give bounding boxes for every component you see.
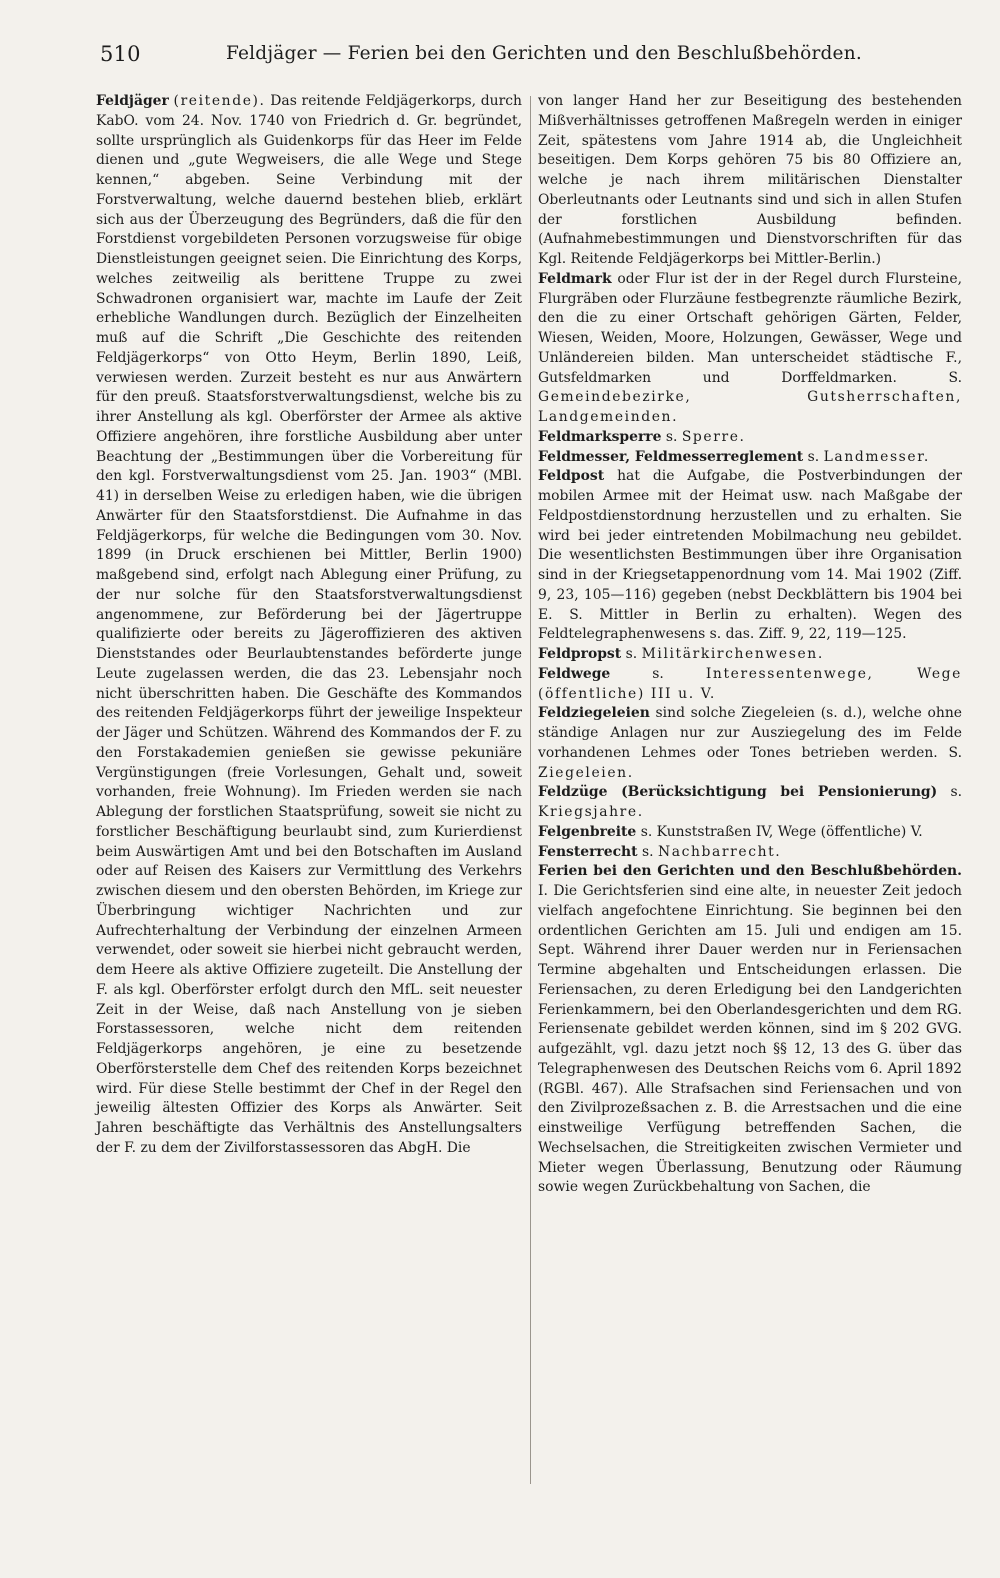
- column-divider: [530, 96, 531, 1484]
- entry-text: sind solche Ziegeleien (s. d.), welche ohne ständige Anlagen nur zur Ausziegelung des im Felde vorhandenen Lehmes oder Tones betrieben werden. S.: [538, 705, 962, 761]
- entry-text: s.: [665, 428, 678, 445]
- entry-ferien: [538, 862, 962, 1198]
- entry-feldmesser: [538, 448, 962, 468]
- cross-reference: Kunststraßen IV, Wege (öffentliche) V.: [656, 823, 923, 840]
- entry-headword: Feldpropst: [538, 646, 622, 662]
- entry-text: Das reitende Feldjägerkorps, durch KabO. vom 24. Nov. 1740 von Friedrich d. Gr. begründet, sollte ursprünglich als Guidenkorps für das Heer im Felde dienen und „gute Wegweisers, die alle Wege und Stege kennen,“ abgeben. Seine Verbindung mit der Forstverwaltung, welche dauernd bestehen blieb, erklärt sich aus der Überzeugung des Begründers, daß die für den Forstdienst vorgebildeten Personen vorzugsweise für obige Dienstleistungen geeignet seien. Die Einrichtung des Korps, welches zeitweilig als berittene Truppe zu zwei Schwadronen organisiert war, machte im Laufe der Zeit erhebliche Wandlungen durch. Bezüglich der Einzelheiten muß auf die Schrift „Die Geschichte des reitenden Feldjägerkorps“ von Otto Heym, Berlin 1890, Leiß, verwiesen werden. Zurzeit besteht es nur aus Anwärtern für den preuß. Staatsforstverwaltungsdienst, welche bis zu ihrer Anstellung als kgl. Oberförster der Armee als aktive Offiziere angehören, ihre forstliche Ausbildung aber unter Beachtung der „Bestimmungen über die Vorbereitung für den kgl. Forstverwaltungsdienst vom 25. Jan. 1903“ (MBl. 41) in derselben Weise zu erledigen haben, wie die übrigen Anwärter für den Staatsforstdienst. Die Aufnahme in das Feldjägerkorps, für welche die Bedingungen vom 30. Nov. 1899 (in Druck erschienen bei Mittler, Berlin 1900) maßgebend sind, erfolgt nach Ablegung einer Prüfung, zu der nur solche für den Staatsforstverwaltungsdienst angenommene, zur Beförderung bei der Jägertruppe qualifizierte oder bereits zu Jägeroffizieren des aktiven Dienststandes oder Beurlaubtenstandes beförderte junge Leute zugelassen werden, die das 23. Lebensjahr noch nicht überschritten haben. Die Geschäfte des Kommandos des reitenden Feldjägerkorps führt der jeweilige Inspekteur der Jäger und Schützen. Während des Kommandos der F. zu den Forstakademien genießen sie gewisse pekuniäre Vergünstigungen (freie Vorlesungen, Gehalt und, soweit vorhanden, freie Wohnung). Im Frieden werden sie nach Ablegung der forstlichen Staatsprüfung, soweit sie nicht zu forstlicher Beschäftigung beurlaubt sind, zum Kurierdienst beim Auswärtigen Amt und bei den Botschaften im Ausland oder auf Reisen des Kaisers zur Vermittlung des Verkehrs zwischen diesem und den obersten Behörden, im Kriege zur Überbringung wichtiger Nachrichten und zur Aufrechterhaltung der Verbindung der einzelnen Armeen verwendet, oder soweit sie hierbei nicht gebraucht werden, dem Heere als aktive Offiziere zugeteilt. Die Anstellung der F. als kgl. Oberförster erfolgt durch den MfL. seit neuester Zeit in der Weise, daß nach Anstellung von je sieben Forstassessoren, welche nicht dem reitenden Feldjägerkorps angehören, je eine zu besetzende Oberförsterstelle dem Chef des reitenden Korps bezeichnet wird. Für diese Stelle bestimmt der Chef in der Regel den jeweilig ältesten Offizier des Korps als Anwärter. Seit Jahren beschäftigte das Verhältnis des Anstellungsalters der F. zu dem der Zivilforstassessoren das AbgH. Die: [96, 93, 522, 1156]
- entry-continuation: [538, 92, 962, 270]
- page-number: 510: [100, 42, 141, 66]
- cross-reference: Sperre.: [681, 428, 746, 445]
- entry-headword: Feldmark: [538, 270, 612, 287]
- left-column: [96, 92, 522, 1159]
- entry-headword: Ferien bei den Gerichten und den Beschlußbehörden.: [538, 863, 962, 880]
- right-column: [538, 92, 962, 1198]
- entry-feldwege: [538, 665, 962, 705]
- entry-text: s.: [625, 646, 638, 662]
- entry-headword: Feldwege: [538, 665, 611, 682]
- cross-reference: Nachbarrecht.: [657, 843, 782, 860]
- running-head: [100, 38, 960, 72]
- entry-text: s.: [807, 448, 820, 465]
- cross-reference: Landmesser.: [823, 448, 930, 465]
- entry-text: s.: [950, 784, 963, 801]
- entry-feldzuege: [538, 783, 962, 823]
- entry-headword: Feldjäger: [96, 93, 169, 109]
- entry-feldjaeger: [96, 92, 522, 1159]
- running-head-title: Feldjäger — Ferien bei den Gerichten und den Beschlußbehörden.: [226, 43, 862, 64]
- entry-text: s.: [641, 843, 654, 860]
- entry-headword: Feldziegeleien: [538, 705, 650, 722]
- cross-reference: Gemeindebezirke, Gutsherrschaften, Landgemeinden.: [538, 389, 962, 425]
- entry-feldmark: [538, 270, 962, 428]
- entry-text: I. Die Gerichtsferien sind eine alte, in neuester Zeit jedoch vielfach angefochtene Einrichtung. Sie beginnen bei den ordentlichen Gerichten am 15. Juli und endigen am 15. Sept. Während ihrer Dauer werden nur in Feriensachen Termine abgehalten und Entscheidungen erlassen. Die Feriensachen, zu deren Erledigung bei den Landgerichten Ferienkammern, bei den Oberlandesgerichten und dem RG. Feriensenate gebildet werden können, sind im § 202 GVG. aufgezählt, vgl. dazu jetzt noch §§ 12, 13 des G. über das Telegraphenwesen des Deutschen Reichs vom 6. April 1892 (RGBl. 467). Alle Strafsachen sind Feriensachen und von den Zivilprozeßsachen z. B. die Arrestsachen und die eine einstweilige Verfügung betreffenden Sachen, die Wechselsachen, die Streitigkeiten zwischen Vermieter und Mieter wegen Überlassung, Benutzung oder Räumung sowie wegen Zurückbehaltung von Sachen, die: [538, 883, 962, 1196]
- entry-headword: Felgenbreite: [538, 823, 637, 840]
- entry-text: oder Flur ist der in der Regel durch Flursteine, Flurgräben oder Flurzäune festbegrenzte räumliche Bezirk, den die zu einer Ortschaft gehörigen Gärten, Felder, Wiesen, Weiden, Moore, Holzungen, Gewässer, Wege und Unländereien bilden. Man unterscheidet städtische F., Gutsfeldmarken und Dorffeldmarken. S.: [538, 270, 962, 386]
- entry-headword: Fensterrecht: [538, 843, 638, 860]
- entry-headword: Feldmesser, Feldmesserreglement: [538, 448, 804, 465]
- entry-text: hat die Aufgabe, die Postverbindungen der mobilen Armee mit der Heimat usw. nach Maßgabe der Feldpostdienstordnung herzustellen und zu erhalten. Sie wird bei jeder eintretenden Mobilmachung neu gebildet. Die wesentlichsten Bestimmungen über ihre Organisation sind in der Kriegsetappenordnung vom 14. Mai 1902 (Ziff. 9, 23, 105—116) gegeben (nebst Deckblättern bis 1904 bei E. S. Mittler in Berlin zu erhalten). Wegen des Feldtelegraphenwesens s. das. Ziff. 9, 22, 119—125.: [538, 468, 962, 643]
- entry-text: von langer Hand her zur Beseitigung des bestehenden Mißverhältnisses getroffenen Maßregeln werden in einiger Zeit, spätestens vom Jahre 1914 ab, die Ungleichheit beseitigen. Dem Korps gehören 75 bis 80 Offiziere an, welche je nach ihrem militärischen Dienstalter Oberleutnants oder Leutnants sind und sich in allen Stufen der forstlichen Ausbildung befinden. (Aufnahmebestimmungen und Dienstvorschriften für das Kgl. Reitende Feldjägerkorps bei Mittler-Berlin.): [538, 93, 962, 267]
- entry-feldmarksperre: [538, 428, 962, 448]
- entry-feldziegeleien: [538, 704, 962, 783]
- entry-feldpropst: [538, 645, 962, 665]
- entry-felgenbreite: [538, 823, 962, 843]
- entry-fensterrecht: [538, 843, 962, 863]
- entry-subhead: (reitende).: [173, 93, 266, 109]
- cross-reference: Militärkirchenwesen.: [641, 646, 824, 662]
- entry-headword: Feldmarksperre: [538, 428, 662, 445]
- entry-feldpost: [538, 467, 962, 645]
- entry-headword: Feldpost: [538, 468, 605, 485]
- entry-headword: Feldzüge (Berücksichtigung bei Pensionierung): [538, 784, 938, 801]
- cross-reference: Ziegeleien.: [538, 764, 634, 781]
- entry-text: s.: [652, 665, 664, 682]
- cross-reference: Kriegsjahre.: [538, 804, 644, 820]
- cross-reference: Interessentenwege, Wege (öffentliche) III u. V.: [538, 665, 962, 702]
- entry-text: s.: [640, 823, 653, 840]
